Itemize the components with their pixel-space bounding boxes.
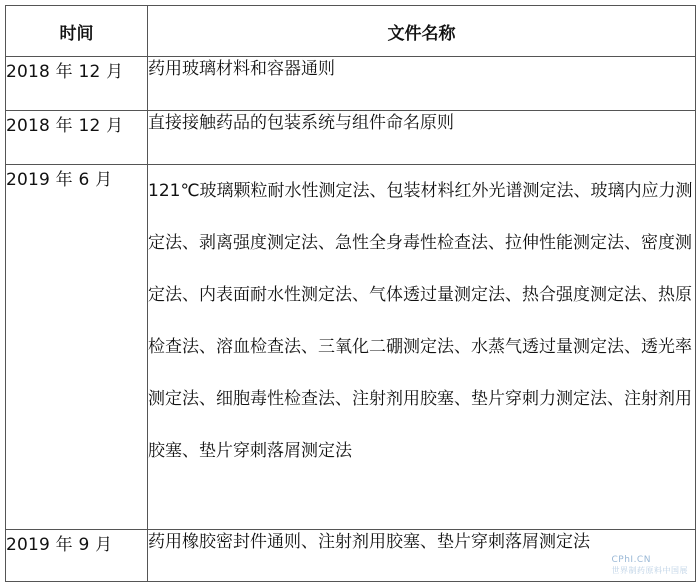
row-time: 2018 年 12 月 — [6, 111, 148, 165]
watermark-line2: 世界制药原料中国展 — [611, 566, 688, 575]
row-file-name: 121℃玻璃颗粒耐水性测定法、包装材料红外光谱测定法、玻璃内应力测定法、剥离强度测定法、急性全身毒性检查法、拉伸性能测定法、密度测定法、内表面耐水性测定法、气体透过量测定法、热合强度测定法、热原检查法、溶血检查法、三氧化二硼测定法、水蒸气透过量测定法、透光率测定法、细胞毒性检查法、注射剂用胶塞、垫片穿刺力测定法、注射剂用胶塞、垫片穿刺落屑测定法 — [148, 165, 696, 530]
watermark — [612, 555, 689, 576]
row-time: 2019 年 6 月 — [6, 165, 148, 530]
document-table — [5, 5, 696, 582]
table-row — [6, 530, 696, 582]
row-file-name: 药用玻璃材料和容器通则 — [148, 57, 696, 111]
table-row — [6, 57, 696, 111]
row-file-name: 药用橡胶密封件通则、注射剂用胶塞、垫片穿刺落屑测定法 — [148, 530, 696, 582]
table-header-row — [6, 6, 696, 57]
row-time: 2018 年 12 月 — [6, 57, 148, 111]
table-row — [6, 165, 696, 530]
header-time: 时间 — [6, 6, 148, 57]
table-row — [6, 111, 696, 165]
row-time: 2019 年 9 月 — [6, 530, 148, 582]
watermark-line1: CPhI.CN — [611, 555, 651, 565]
row-file-name: 直接接触药品的包装系统与组件命名原则 — [148, 111, 696, 165]
header-file-name: 文件名称 — [148, 6, 696, 57]
